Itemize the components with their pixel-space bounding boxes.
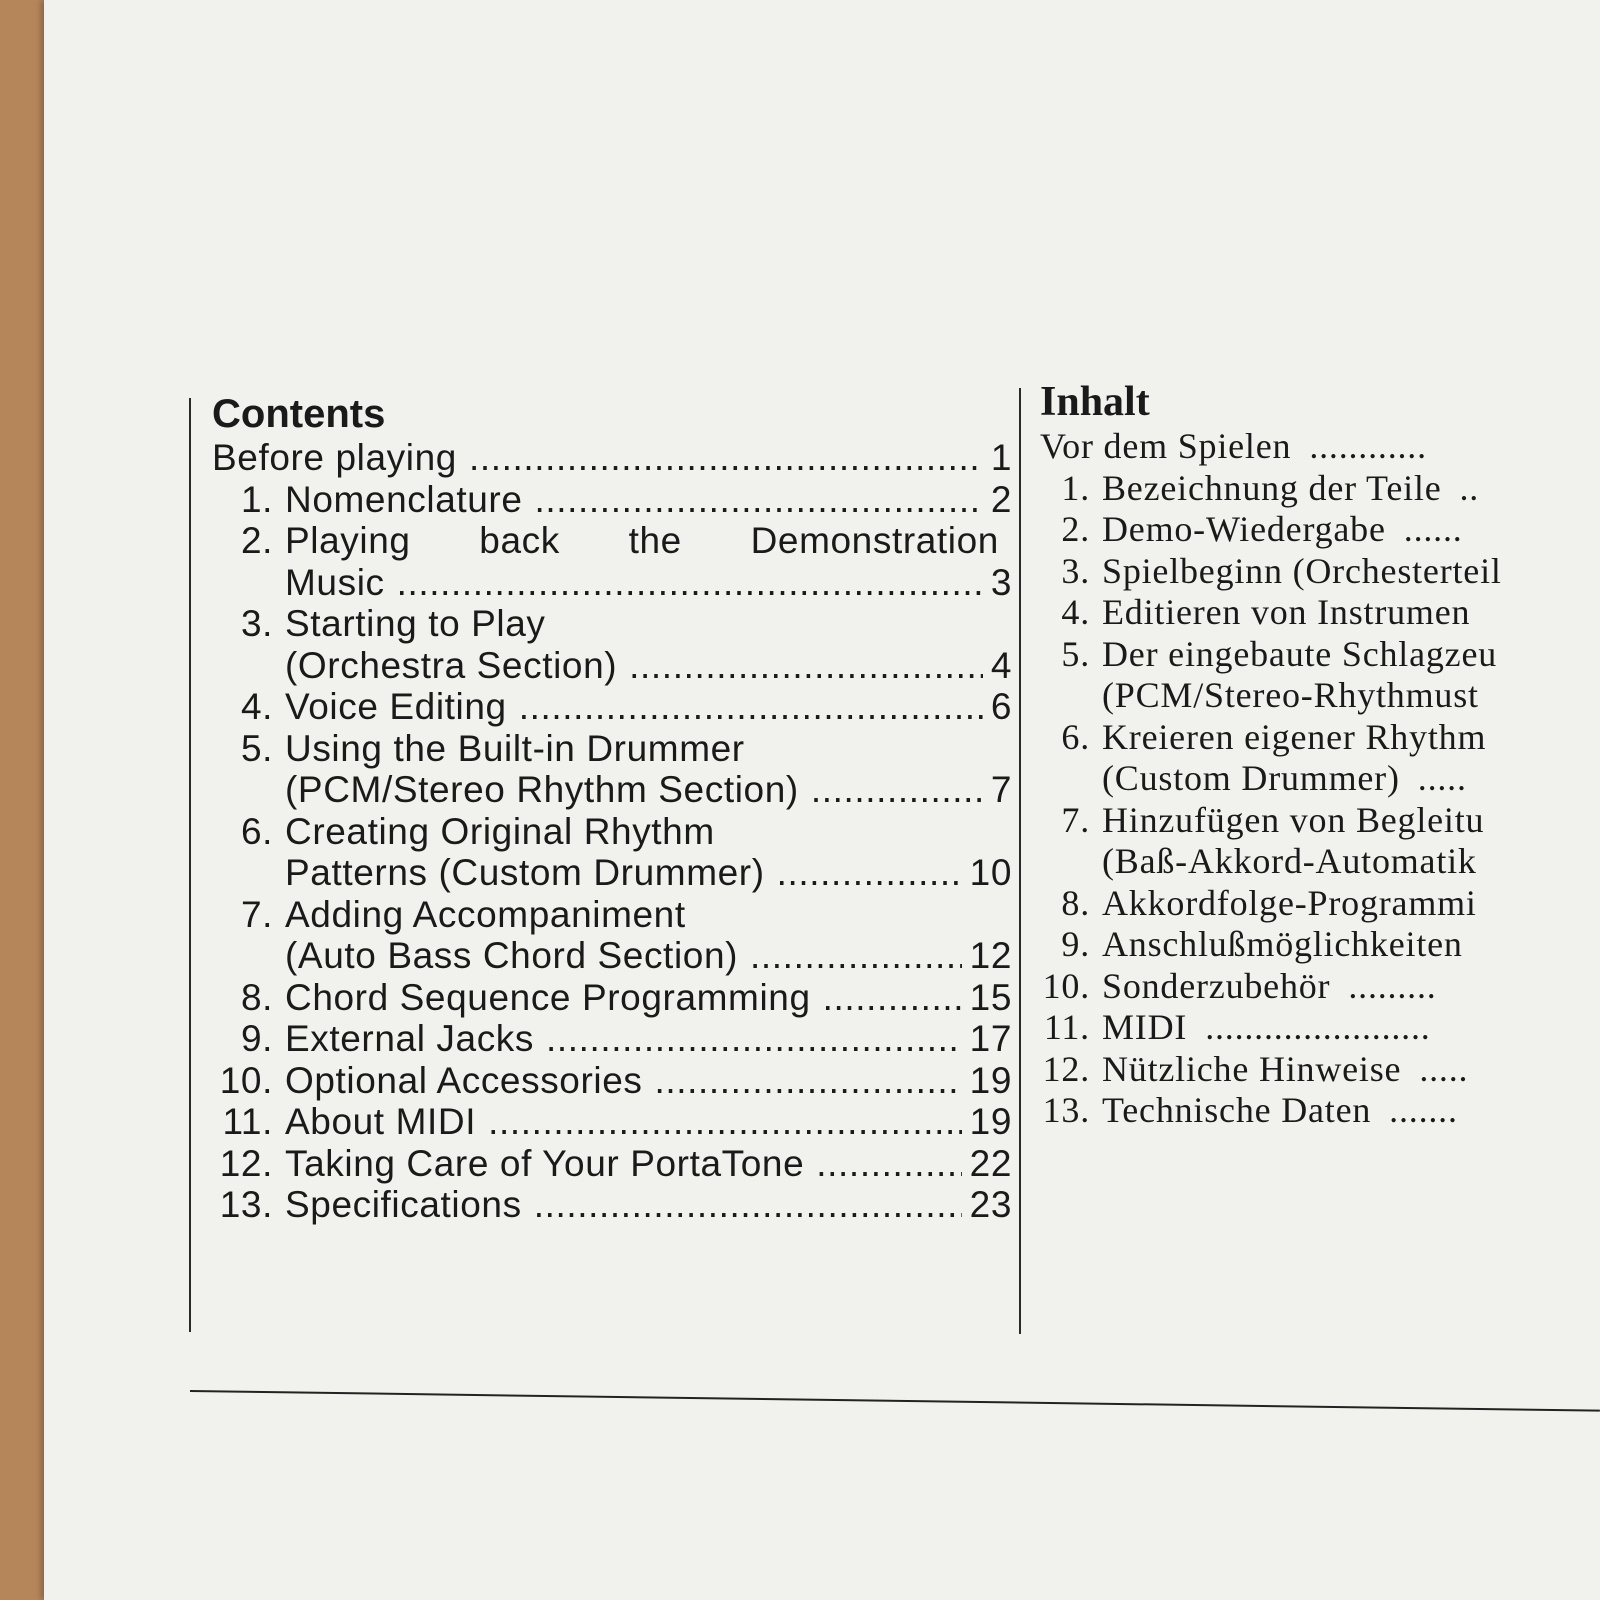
toc-row: 4. Voice Editing ..... 6 [212, 686, 1012, 728]
toc-row: 13. Specifications ..... 23 [212, 1184, 1012, 1226]
toc-label: External Jacks [285, 1018, 534, 1059]
toc-row: 8. Chord Sequence Programming ..... 15 [212, 977, 1012, 1019]
toc-row: 6. Kreieren eigener Rhythm [1061, 716, 1487, 757]
toc-row: 12. Nützliche Hinweise ..... [1042, 1048, 1469, 1089]
toc-row [1040, 675, 1600, 717]
toc-label: Music [285, 561, 385, 603]
toc-label: Before playing [212, 437, 457, 478]
toc-row: Vor dem Spielen ............ [1040, 426, 1427, 466]
toc-row [212, 645, 1012, 687]
toc-label: Taking Care of Your PortaTone [285, 1142, 805, 1184]
toc-row: 2. Playing back the Demonstration [240, 520, 999, 561]
toc-label: About MIDI [285, 1101, 477, 1142]
toc-page: 7 [990, 769, 1012, 810]
toc-row [212, 562, 1012, 604]
contents-title: Contents [212, 392, 386, 436]
toc-page: 1 [990, 437, 1012, 478]
toc-row: 1. Nomenclature ..... 2 [212, 479, 1012, 521]
toc-row: 9. Anschlußmöglichkeiten [1061, 924, 1463, 964]
toc-row: 4. Editieren von Instrumen [1061, 592, 1471, 632]
toc-page: 19 [969, 1059, 1012, 1101]
toc-row: 13. Technische Daten ....... [1042, 1090, 1458, 1130]
toc-row [212, 852, 1012, 894]
toc-label: (PCM/Stereo Rhythm Section) [285, 769, 799, 810]
toc-row: 2. Demo-Wiedergabe ...... [1061, 509, 1463, 549]
toc-label: Editieren von Instrumen [1102, 592, 1471, 632]
toc-label: Creating Original Rhythm [285, 810, 715, 852]
bottom-rule [190, 1390, 1600, 1412]
toc-label: Anschlußmöglichkeiten [1102, 924, 1463, 964]
toc-page: 2 [990, 478, 1012, 520]
toc-label: Starting to Play [285, 603, 546, 644]
toc-row: 7. Hinzufügen von Begleitu [1061, 799, 1485, 840]
toc-page: 22 [969, 1142, 1012, 1184]
toc-row: 5. Using the Built-in Drummer [240, 727, 745, 769]
toc-row: 6. Creating Original Rhythm [240, 810, 715, 852]
toc-row: 9. External Jacks ..... 17 [212, 1018, 1012, 1060]
toc-label: Technische Daten [1102, 1090, 1372, 1130]
toc-label: (PCM/Stereo-Rhythmust [1102, 675, 1479, 715]
toc-row: 7. Adding Accompaniment [240, 893, 686, 935]
toc-page: 6 [990, 686, 1012, 727]
toc-label: Hinzufügen von Begleitu [1102, 799, 1485, 840]
toc-label: MIDI [1102, 1007, 1188, 1047]
toc-row: 5. Der eingebaute Schlagzeu [1061, 633, 1498, 674]
inhalt-title: Inhalt [1040, 379, 1150, 425]
toc-page: 12 [969, 935, 1012, 976]
toc-page: 10 [969, 852, 1012, 893]
toc-page: 4 [990, 644, 1012, 686]
toc-label: Voice Editing [285, 686, 507, 727]
toc-label: (Orchestra Section) [285, 644, 618, 686]
toc-page: 15 [969, 976, 1012, 1018]
toc-row: 11. MIDI ....................... [1043, 1007, 1431, 1047]
toc-row: 1. Bezeichnung der Teile .. [1061, 467, 1480, 508]
toc-row: 8. Akkordfolge-Programmi [1061, 882, 1477, 923]
toc-label: Playing back the Demonstration [285, 520, 999, 561]
toc-row [212, 935, 1012, 977]
center-column-rule [1019, 388, 1021, 1334]
toc-row: 3. Starting to Play [240, 603, 546, 644]
toc-label: Der eingebaute Schlagzeu [1102, 633, 1498, 674]
toc-label: Spielbeginn (Orchesterteil [1102, 550, 1502, 591]
english-contents [212, 392, 1012, 1226]
toc-row [1040, 841, 1600, 883]
toc-row: 10. Optional Accessories ..... 19 [212, 1060, 1012, 1102]
toc-label: Specifications [285, 1184, 522, 1225]
toc-label: Bezeichnung der Teile [1102, 467, 1442, 508]
toc-row: 3. Spielbeginn (Orchesterteil [1061, 550, 1502, 591]
toc-label: Akkordfolge-Programmi [1102, 882, 1477, 923]
toc-label: Nomenclature [285, 478, 523, 520]
toc-label: Patterns (Custom Drummer) [285, 852, 765, 893]
toc-label: Kreieren eigener Rhythm [1102, 716, 1487, 757]
toc-label: Sonderzubehör [1102, 965, 1331, 1006]
toc-row: 11. About MIDI ..... 19 [212, 1101, 1012, 1143]
toc-label: (Custom Drummer) [1102, 758, 1400, 798]
left-column-rule [189, 398, 191, 1332]
toc-row [212, 437, 1012, 479]
toc-label: Nützliche Hinweise [1102, 1048, 1402, 1089]
toc-label: Using the Built-in Drummer [285, 727, 745, 769]
toc-row: 10. Sonderzubehör ......... [1042, 965, 1437, 1006]
toc-row: 12. Taking Care of Your PortaTone ..... 22 [212, 1143, 1012, 1185]
toc-label: Chord Sequence Programming [285, 976, 811, 1018]
toc-label: (Baß-Akkord-Automatik [1102, 841, 1477, 881]
toc-row [212, 769, 1012, 811]
toc-label: Demo-Wiedergabe [1102, 509, 1386, 549]
toc-page: 23 [969, 1184, 1012, 1225]
toc-page: 3 [990, 561, 1012, 603]
toc-label: Adding Accompaniment [285, 893, 686, 935]
toc-page: 19 [969, 1101, 1012, 1142]
german-contents [1040, 380, 1600, 1132]
toc-label: (Auto Bass Chord Section) [285, 935, 739, 976]
toc-row: (Custom Drummer) ..... [1102, 758, 1467, 798]
toc-label: Vor dem Spielen [1040, 426, 1292, 466]
toc-label: Optional Accessories [285, 1059, 643, 1101]
toc-page: 17 [969, 1018, 1012, 1059]
